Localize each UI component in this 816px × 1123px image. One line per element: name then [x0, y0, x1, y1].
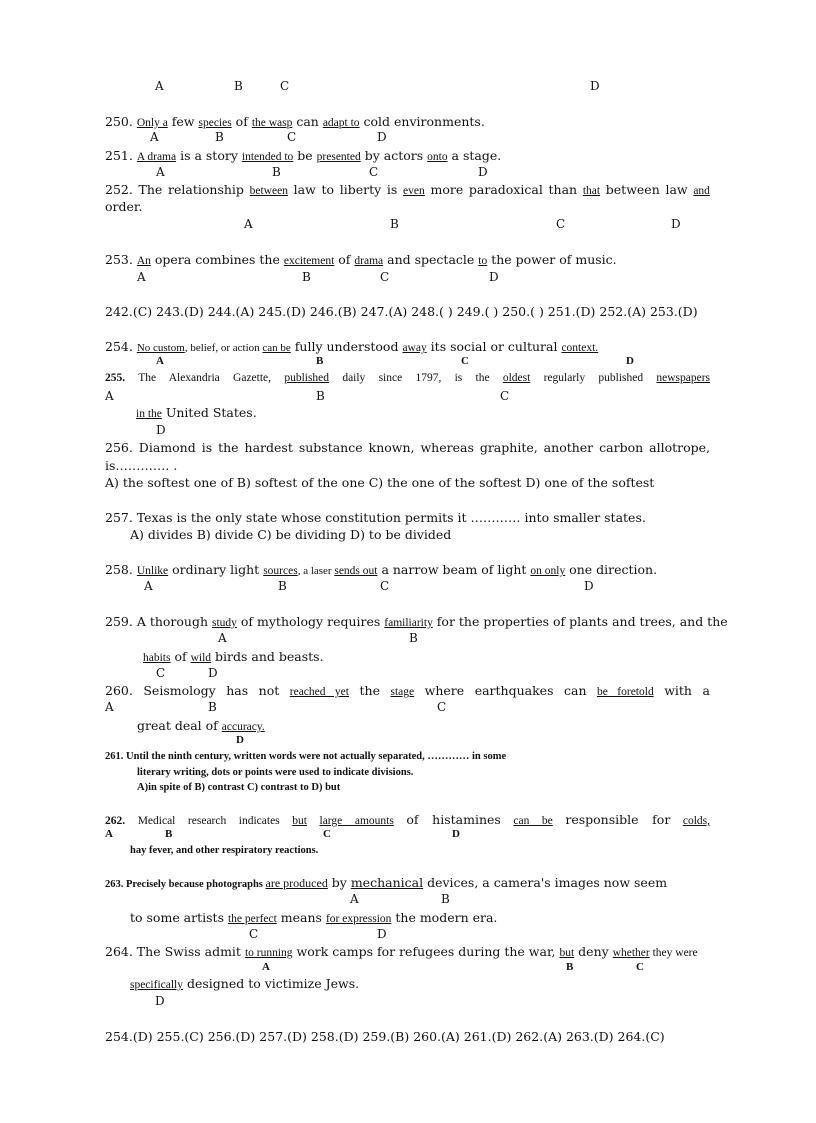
question-252-cont: order.	[105, 199, 143, 214]
option-letter: C	[380, 270, 390, 284]
question-254: 254. No custom, belief, or action can be fully understood away its social or cultural context.	[105, 339, 599, 354]
question-253: 253. An opera combines the excitement of drama and spectacle to the power of music.	[105, 252, 617, 267]
option-letter: D	[478, 165, 488, 179]
option-letter: D	[584, 579, 594, 593]
question-251: 251. A drama is a story intended to be presented by actors onto a stage.	[105, 148, 502, 163]
question-259: 259. A thorough study of mythology requires familiarity for the properties of plants and trees, and the	[105, 614, 728, 629]
question-256-options: A) the softest one of B) softest of the one C) the one of the softest D) one of the softest	[105, 475, 655, 490]
question-264-cont: specifically designed to victimize Jews.	[130, 976, 360, 991]
question-262-cont: hay fever, and other respiratory reactions.	[130, 845, 319, 856]
option-letter: D	[377, 927, 387, 941]
question-260-cont: great deal of accuracy.	[137, 718, 265, 733]
option-letter: C	[437, 700, 447, 714]
option-letter: B	[390, 217, 399, 231]
option-letter: C	[249, 927, 259, 941]
question-261-cont: literary writing, dots or points were used to indicate divisions.	[137, 767, 414, 778]
option-letter: D	[236, 734, 244, 746]
question-262: 262. Medical research indicates but large amounts of histamines can be responsible for colds,	[105, 812, 711, 827]
option-letter: C	[380, 579, 390, 593]
option-letter: D	[208, 666, 218, 680]
option-letter: A	[105, 700, 114, 714]
option-letter: A	[156, 355, 164, 367]
question-256-blank: is…………. .	[105, 458, 178, 473]
option-letter: A	[262, 961, 270, 973]
option-letter: D	[156, 423, 166, 437]
option-letter: A	[105, 389, 114, 403]
option-letter: C	[461, 355, 469, 367]
option-letter: A	[144, 579, 153, 593]
question-259-cont: habits of wild birds and beasts.	[143, 649, 324, 664]
option-letter: B	[409, 631, 418, 645]
option-letter: B	[234, 79, 243, 93]
option-letter: C	[323, 828, 331, 840]
question-264: 264. The Swiss admit to running work camps for refugees during the war, but deny whether they were	[105, 944, 698, 959]
option-letter: C	[280, 79, 290, 93]
option-letter: A	[150, 130, 159, 144]
option-letter: C	[556, 217, 566, 231]
question-255-cont: in the United States.	[136, 405, 257, 420]
option-letter: B	[272, 165, 281, 179]
option-letter: A	[105, 828, 113, 840]
answer-key: 254.(D) 255.(C) 256.(D) 257.(D) 258.(D) 259.(B) 260.(A) 261.(D) 262.(A) 263.(D) 264.(C)	[105, 1029, 665, 1044]
option-letter: B	[208, 700, 217, 714]
option-letter: A	[244, 217, 253, 231]
question-258: 258. Unlike ordinary light sources, a laser sends out a narrow beam of light on only one direction.	[105, 562, 658, 577]
option-letter: B	[441, 892, 450, 906]
option-letter: D	[489, 270, 499, 284]
option-letter: A	[155, 79, 164, 93]
option-letter: C	[287, 130, 297, 144]
option-letter: B	[278, 579, 287, 593]
question-263: 263. Precisely because photographs are produced by mechanical devices, a camera's images now seem	[105, 875, 668, 890]
option-letter: B	[165, 828, 173, 840]
option-letter: D	[626, 355, 634, 367]
option-letter: A	[156, 165, 165, 179]
question-263-cont: to some artists the perfect means for expression the modern era.	[130, 910, 498, 925]
option-letter: B	[302, 270, 311, 284]
question-252: 252. The relationship between law to liberty is even more paradoxical than that between law and	[105, 182, 710, 197]
question-256: 256. Diamond is the hardest substance known, whereas graphite, another carbon allotrope,	[105, 440, 710, 455]
option-letter: C	[369, 165, 379, 179]
option-letter: D	[590, 79, 600, 93]
question-260: 260. Seismology has not reached yet the stage where earthquakes can be foretold with a	[105, 683, 710, 698]
option-letter: B	[316, 355, 324, 367]
option-letter: C	[156, 666, 166, 680]
option-letter: D	[155, 994, 165, 1008]
option-letter: D	[377, 130, 387, 144]
option-letter: B	[566, 961, 574, 973]
option-letter: A	[350, 892, 359, 906]
question-257: 257. Texas is the only state whose constitution permits it ………… into smaller states.	[105, 510, 646, 525]
option-letter: C	[500, 389, 510, 403]
option-letter: D	[452, 828, 460, 840]
option-letter: B	[316, 389, 325, 403]
question-257-options: A) divides B) divide C) be dividing D) to be divided	[130, 527, 452, 542]
option-letter: D	[671, 217, 681, 231]
question-261-options: A)in spite of B) contrast C) contrast to D) but	[137, 782, 341, 793]
question-250: 250. Only a few species of the wasp can adapt to cold environments.	[105, 114, 485, 129]
option-letter: A	[218, 631, 227, 645]
question-261: 261. Until the ninth century, written words were not actually separated, ………… in some	[105, 751, 507, 762]
option-letter: A	[137, 270, 146, 284]
option-letter: C	[636, 961, 644, 973]
question-255: 255. The Alexandria Gazette, published daily since 1797, is the oldest regularly published newspapers	[105, 372, 711, 384]
option-letter: B	[215, 130, 224, 144]
answer-key: 242.(C) 243.(D) 244.(A) 245.(D) 246.(B) 247.(A) 248.( ) 249.( ) 250.( ) 251.(D) 252.(A) 253.(D)	[105, 304, 698, 319]
